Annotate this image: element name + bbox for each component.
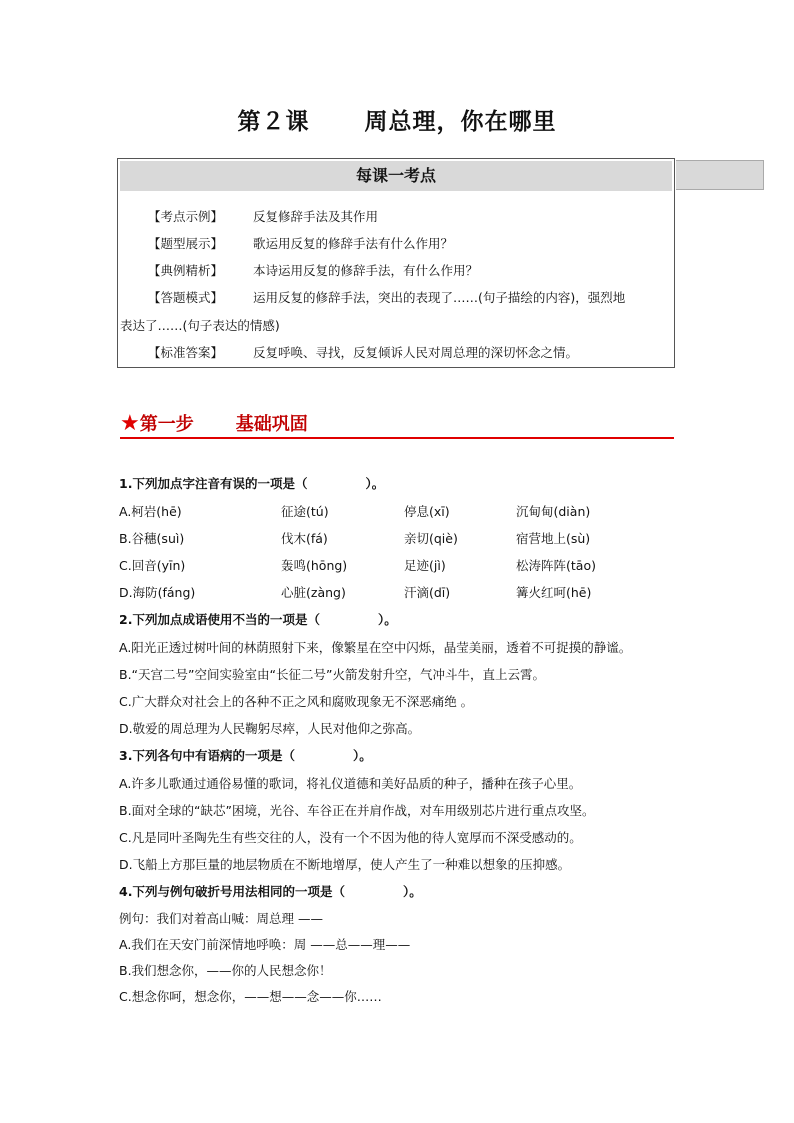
kaodian-label: 【题型展示】 — [148, 236, 224, 251]
kaodian-text: 表达了……(句子表达的情感) — [120, 318, 280, 333]
step-label: 第一步 — [139, 414, 194, 435]
kaodian-text: 本诗运用反复的修辞手法，有什么作用？ — [253, 263, 479, 278]
q3-option-d: D.飞船上方那巨量的地层物质在不断地增厚，使人产生了一种难以想象的压抑感。 — [119, 857, 571, 872]
kaodian-label: 【典例精析】 — [148, 263, 224, 278]
section-divider — [120, 437, 674, 439]
question-text-end: ）。 — [377, 612, 397, 627]
question-text: 3.下列各句中有语病的一项是（ — [119, 748, 295, 763]
kaodian-text: 运用反复的修辞手法，突出的表现了……(句子描绘的内容)，强烈地 — [253, 290, 626, 305]
q3-option-b: B.面对全球的“缺芯”困境，光谷、车谷正在并肩作战，对车用级别芯片进行重点攻坚。 — [119, 803, 595, 818]
kaodian-row — [148, 343, 578, 361]
q3-option-c: C.凡是同叶圣陶先生有些交往的人，没有一个不因为他的待人宽厚而不深受感动的。 — [119, 830, 582, 845]
q3-option-a: A.许多儿歌通过通俗易懂的歌词，将礼仪道德和美好品质的种子，播种在孩子心里。 — [119, 776, 582, 791]
question-text-end: ）。 — [365, 476, 385, 491]
q1-option-d2: 心脏(zàng) — [281, 585, 346, 600]
kaodian-row — [148, 207, 378, 225]
kaodian-row-continued — [120, 316, 280, 334]
step-name: 基础巩固 — [235, 414, 308, 435]
q1-option-b1: B.谷穗(suì) — [119, 531, 185, 546]
kaodian-text: 歌运用反复的修辞手法有什么作用？ — [253, 236, 454, 251]
q1-option-d4: 篝火红呵(hē) — [516, 585, 592, 600]
question-text: 1.下列加点字注音有误的一项是（ — [119, 476, 308, 491]
kaodian-row — [148, 261, 478, 279]
q1-option-b3: 亲切(qiè) — [404, 531, 458, 546]
q1-option-b2: 伐木(fá) — [281, 531, 328, 546]
q1-option-c2: 轰鸣(hōng) — [281, 558, 348, 573]
lesson-number: 第２课 — [237, 109, 310, 135]
kaodian-row — [148, 234, 453, 252]
q2-option-c: C.广大群众对社会上的各种不正之风和腐败现象无不深恶痛绝 。 — [119, 694, 474, 709]
kaodian-text: 反复呼唤、寻找，反复倾诉人民对周总理的深切怀念之情。 — [253, 345, 579, 360]
q2-option-a: A.阳光正透过树叶间的林荫照射下来，像繁星在空中闪烁，晶莹美丽，透着不可捉摸的静谧。 — [119, 640, 632, 655]
q4-option-b: B.我们想念你，——你的人民想念你！ — [119, 963, 332, 978]
q1-option-c4: 松涛阵阵(tāo) — [516, 558, 596, 573]
lesson-title — [0, 103, 794, 136]
question-2-stem — [119, 610, 397, 628]
q4-example: 例句：我们对着高山喊：周总理 —— — [119, 911, 323, 926]
q1-option-c3: 足迹(jì) — [404, 558, 446, 573]
q4-option-a: A.我们在天安门前深情地呼唤：周 ——总——理—— — [119, 937, 411, 952]
question-text: 2.下列加点成语使用不当的一项是（ — [119, 612, 320, 627]
kaodian-label: 【答题模式】 — [148, 290, 224, 305]
q1-option-d1: D.海防(fáng) — [119, 585, 196, 600]
header-extension-bar — [676, 160, 764, 190]
question-text-end: ）。 — [352, 748, 372, 763]
q2-option-b: B.“天宫二号”空间实验室由“长征二号”火箭发射升空，气冲斗牛，直上云霄。 — [119, 667, 545, 682]
question-3-stem — [119, 746, 372, 764]
q1-option-a1: A.柯岩(hē) — [119, 504, 182, 519]
q1-option-d3: 汗滴(dī) — [404, 585, 451, 600]
question-1-stem — [119, 474, 384, 492]
question-text-end: ）。 — [402, 884, 422, 899]
q2-option-d: D.敬爱的周总理为人民鞠躬尽瘁，人民对他仰之弥高。 — [119, 721, 421, 736]
star-icon: ★ — [120, 411, 140, 436]
kaodian-row — [148, 288, 625, 306]
kaodian-text: 反复修辞手法及其作用 — [253, 209, 379, 224]
q1-option-a3: 停息(xī) — [404, 504, 450, 519]
q1-option-c1: C.回音(yīn) — [119, 558, 186, 573]
kaodian-label: 【考点示例】 — [148, 209, 224, 224]
question-4-stem — [119, 882, 422, 900]
lesson-name: 周总理，你在哪里 — [364, 109, 557, 135]
q1-option-a4: 沉甸甸(diàn) — [516, 504, 591, 519]
kaodian-label: 【标准答案】 — [148, 345, 224, 360]
kaodian-header: 每课一考点 — [120, 161, 672, 191]
section-heading — [120, 410, 308, 436]
q1-option-b4: 宿营地上(sù) — [516, 531, 591, 546]
q1-option-a2: 征途(tú) — [281, 504, 329, 519]
q4-option-c: C.想念你呵，想念你，——想——念——你…… — [119, 989, 382, 1004]
question-text: 4.下列与例句破折号用法相同的一项是（ — [119, 884, 345, 899]
